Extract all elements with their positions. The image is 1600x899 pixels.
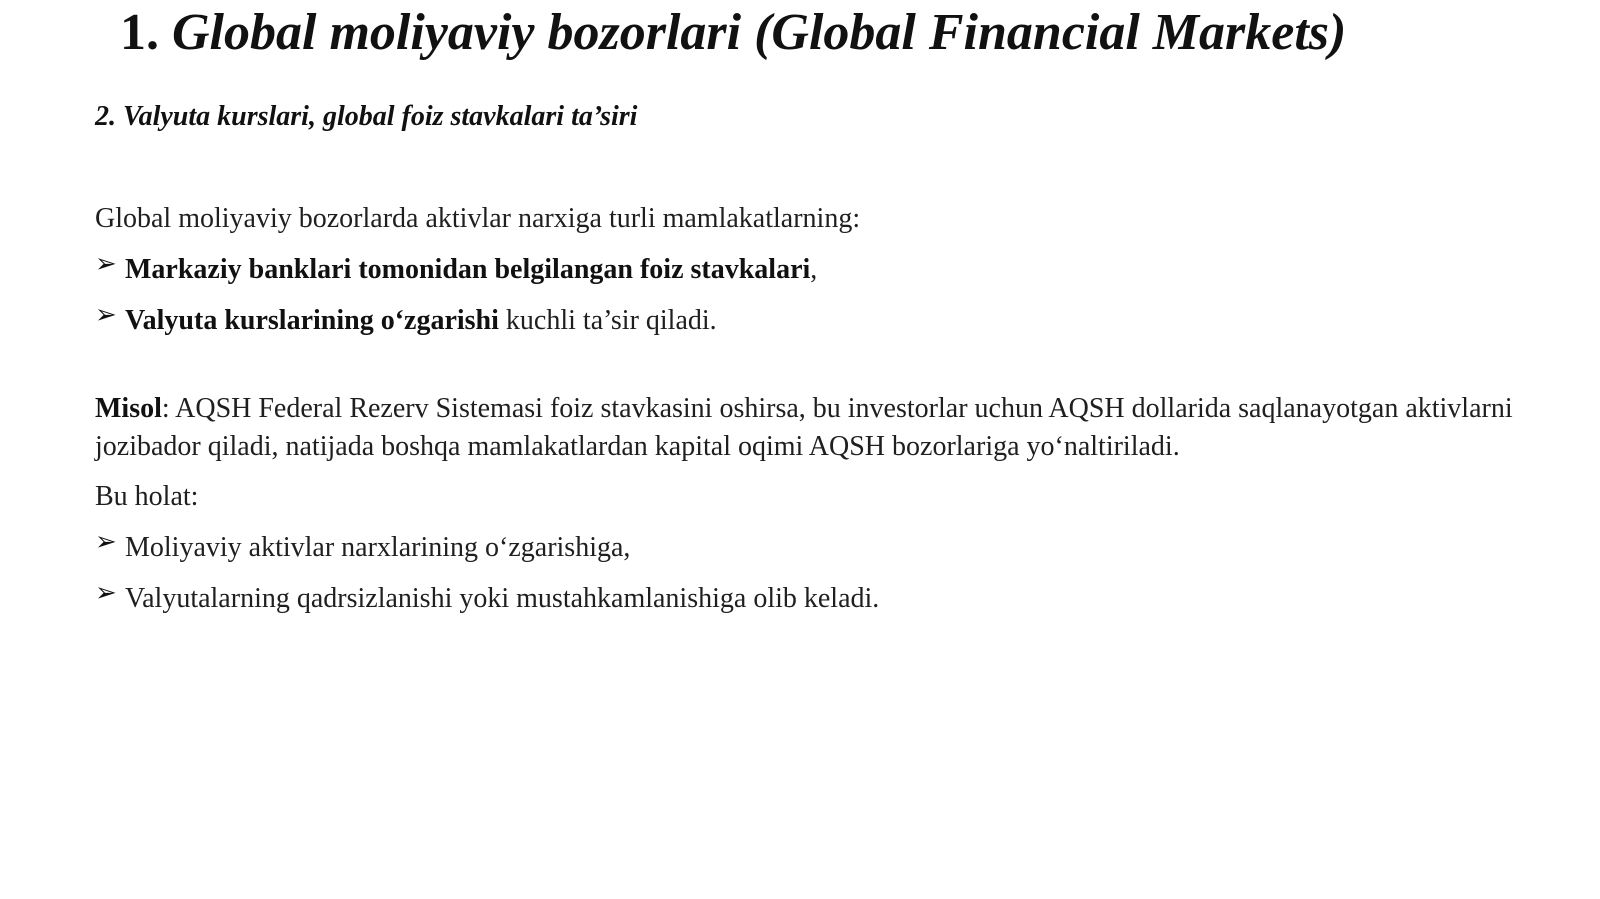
title-text: Global moliyaviy bozorlari (Global Financial Markets) bbox=[172, 4, 1347, 61]
bullet-text: Moliyaviy aktivlar narxlarining o‘zgarishiga, bbox=[125, 532, 631, 563]
bullet-text: kuchli ta’sir qiladi. bbox=[498, 305, 717, 336]
arrowhead-bullet-icon: ➢ bbox=[95, 300, 117, 330]
bullet-text: Valyutalarning qadrsizlanishi yoki mustahkamlanishiga olib keladi. bbox=[125, 583, 880, 614]
state-intro: Bu holat: bbox=[95, 481, 199, 512]
slide-body bbox=[95, 200, 1515, 618]
bullet-bold-text: Markaziy banklari tomonidan belgilangan foiz stavkalari bbox=[125, 254, 811, 285]
arrowhead-bullet-icon: ➢ bbox=[95, 578, 117, 608]
bullet-list-influences bbox=[95, 251, 1515, 340]
example-label: Misol bbox=[95, 393, 162, 424]
bullet-item bbox=[95, 302, 1515, 340]
bullet-item bbox=[95, 529, 1515, 567]
slide-subtitle: 2. Valyuta kurslari, global foiz stavkalari ta’siri bbox=[95, 101, 638, 132]
title-number: 1. bbox=[120, 4, 159, 61]
bullet-item bbox=[95, 580, 1515, 618]
bullet-text: , bbox=[810, 254, 818, 285]
arrowhead-bullet-icon: ➢ bbox=[95, 527, 117, 557]
bullet-item bbox=[95, 251, 1515, 289]
example-text: : AQSH Federal Rezerv Sistemasi foiz stavkasini oshirsa, bu investorlar uchun AQSH dollarida saqlanayotgan aktivlarni jozibador qiladi, natijada boshqa mamlakatlardan kapital oqimi AQSH bozorlariga yo‘naltiriladi. bbox=[95, 393, 1513, 462]
slide-title bbox=[120, 2, 1346, 64]
intro-paragraph: Global moliyaviy bozorlarda aktivlar narxiga turli mamlakatlarning: bbox=[95, 203, 861, 234]
example-paragraph bbox=[95, 390, 1515, 466]
bullet-list-effects bbox=[95, 529, 1515, 618]
arrowhead-bullet-icon: ➢ bbox=[95, 249, 117, 279]
bullet-bold-text: Valyuta kurslarining o‘zgarishi bbox=[125, 305, 499, 336]
